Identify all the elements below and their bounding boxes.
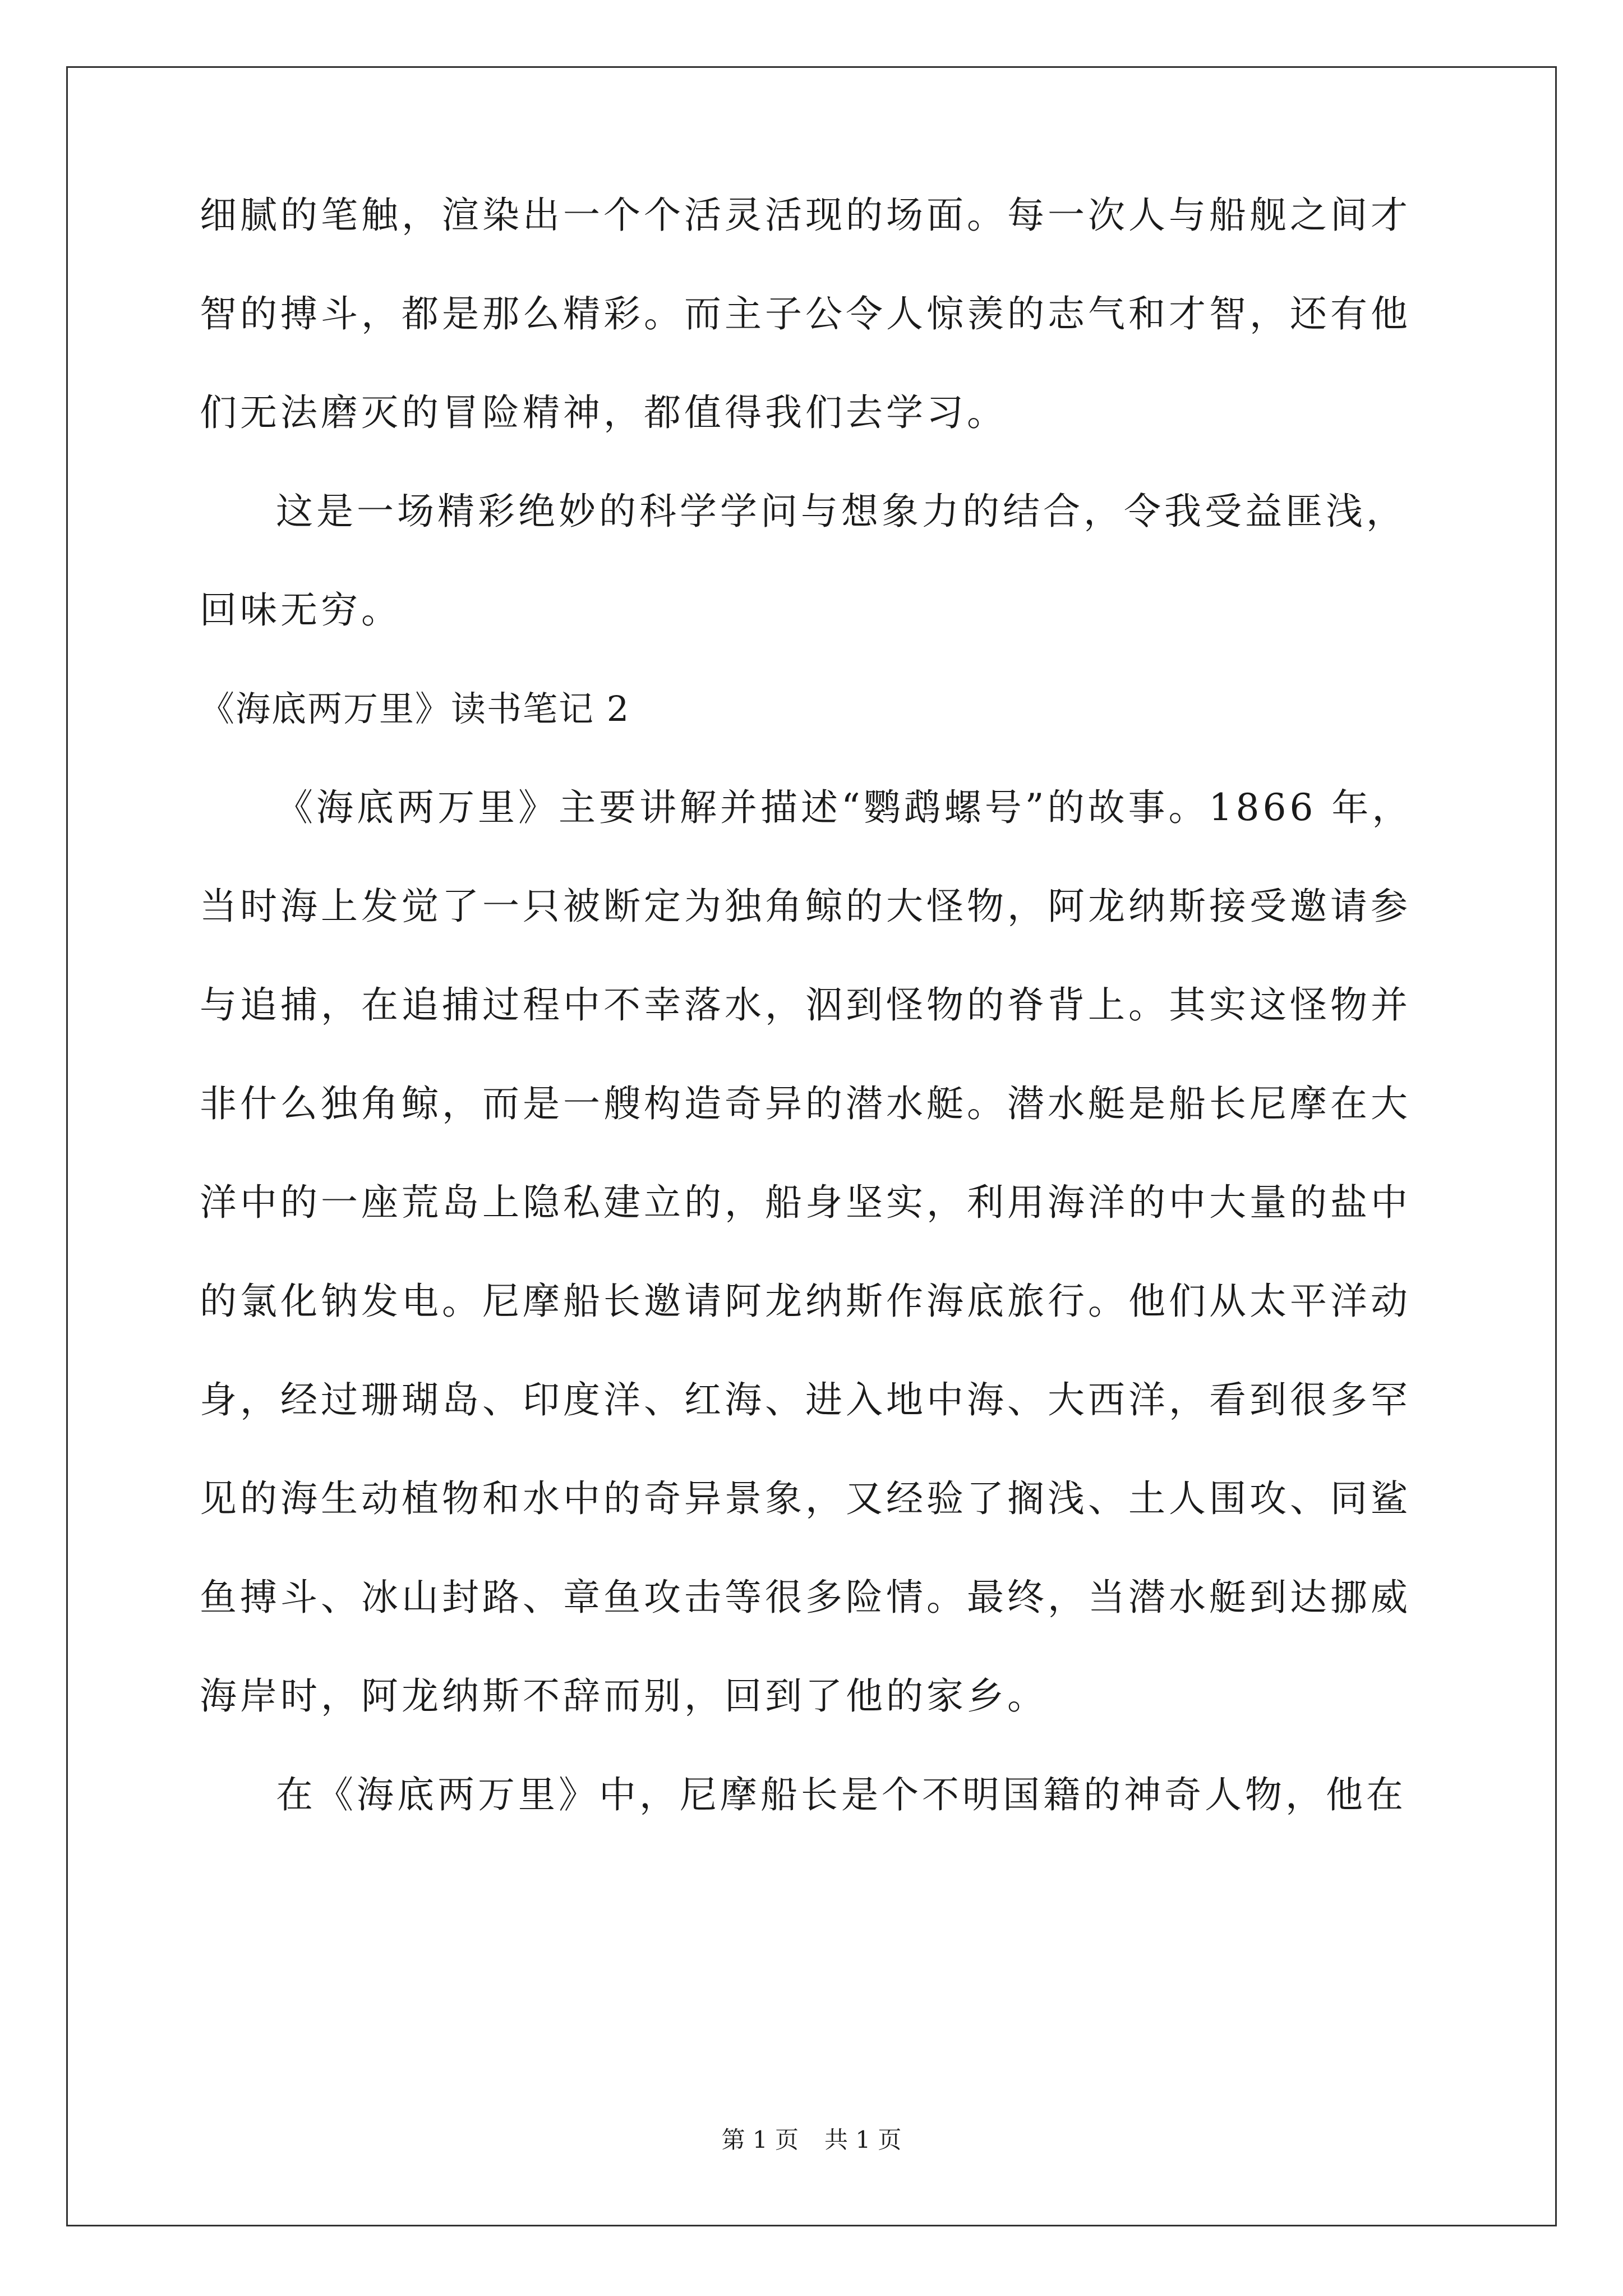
page-number-label: 第 1 页 xyxy=(721,2126,799,2154)
paragraph-3-line-1: 《海底两万里》主要讲解并描述“鹦鹉螺号”的故事。1866 年， xyxy=(276,786,1413,829)
paragraph-3-line-4: 非什么独角鲸，而是一艘构造奇异的潜水艇。潜水艇是船长尼摩在大 xyxy=(200,1082,1411,1125)
paragraph-3-line-8: 见的海生动植物和水中的奇异景象，又经验了搁浅、土人围攻、同鲨 xyxy=(200,1477,1411,1520)
document-body xyxy=(200,191,1433,1869)
paragraph-3-line-2: 当时海上发觉了一只被断定为独角鲸的大怪物，阿龙纳斯接受邀请参 xyxy=(200,885,1411,928)
paragraph-3-line-9: 鱼搏斗、冰山封路、章鱼攻击等很多险情。最终，当潜水艇到达挪威 xyxy=(200,1576,1411,1619)
paragraph-3-line-7: 身，经过珊瑚岛、印度洋、红海、进入地中海、大西洋，看到很多罕 xyxy=(200,1378,1411,1421)
paragraph-2-line-1: 这是一场精彩绝妙的科学学问与想象力的结合，令我受益匪浅， xyxy=(276,490,1407,533)
paragraph-4-line-1: 在《海底两万里》中，尼摩船长是个不明国籍的神奇人物，他在 xyxy=(276,1773,1407,1816)
paragraph-3-line-6: 的氯化钠发电。尼摩船长邀请阿龙纳斯作海底旅行。他们从太平洋动 xyxy=(200,1280,1411,1323)
section-heading: 《海底两万里》读书笔记 2 xyxy=(200,688,630,729)
paragraph-3-line-5: 洋中的一座荒岛上隐私建立的，船身坚实，利用海洋的中大量的盐中 xyxy=(200,1181,1411,1224)
total-pages-label: 共 1 页 xyxy=(824,2126,902,2154)
paragraph-2-line-2: 回味无穷。 xyxy=(200,588,402,632)
paragraph-1-line-2: 智的搏斗，都是那么精彩。而主子公令人惊羡的志气和才智，还有他 xyxy=(200,292,1411,335)
paragraph-1-line-3: 们无法磨灭的冒险精神，都值得我们去学习。 xyxy=(200,391,1007,434)
page-footer xyxy=(0,2126,1623,2154)
paragraph-1-line-1: 细腻的笔触，渲染出一个个活灵活现的场面。每一次人与船舰之间才 xyxy=(200,194,1411,237)
paragraph-3-line-10: 海岸时，阿龙纳斯不辞而别，回到了他的家乡。 xyxy=(200,1674,1048,1718)
paragraph-3-line-3: 与追捕，在追捕过程中不幸落水，泅到怪物的脊背上。其实这怪物并 xyxy=(200,983,1411,1027)
